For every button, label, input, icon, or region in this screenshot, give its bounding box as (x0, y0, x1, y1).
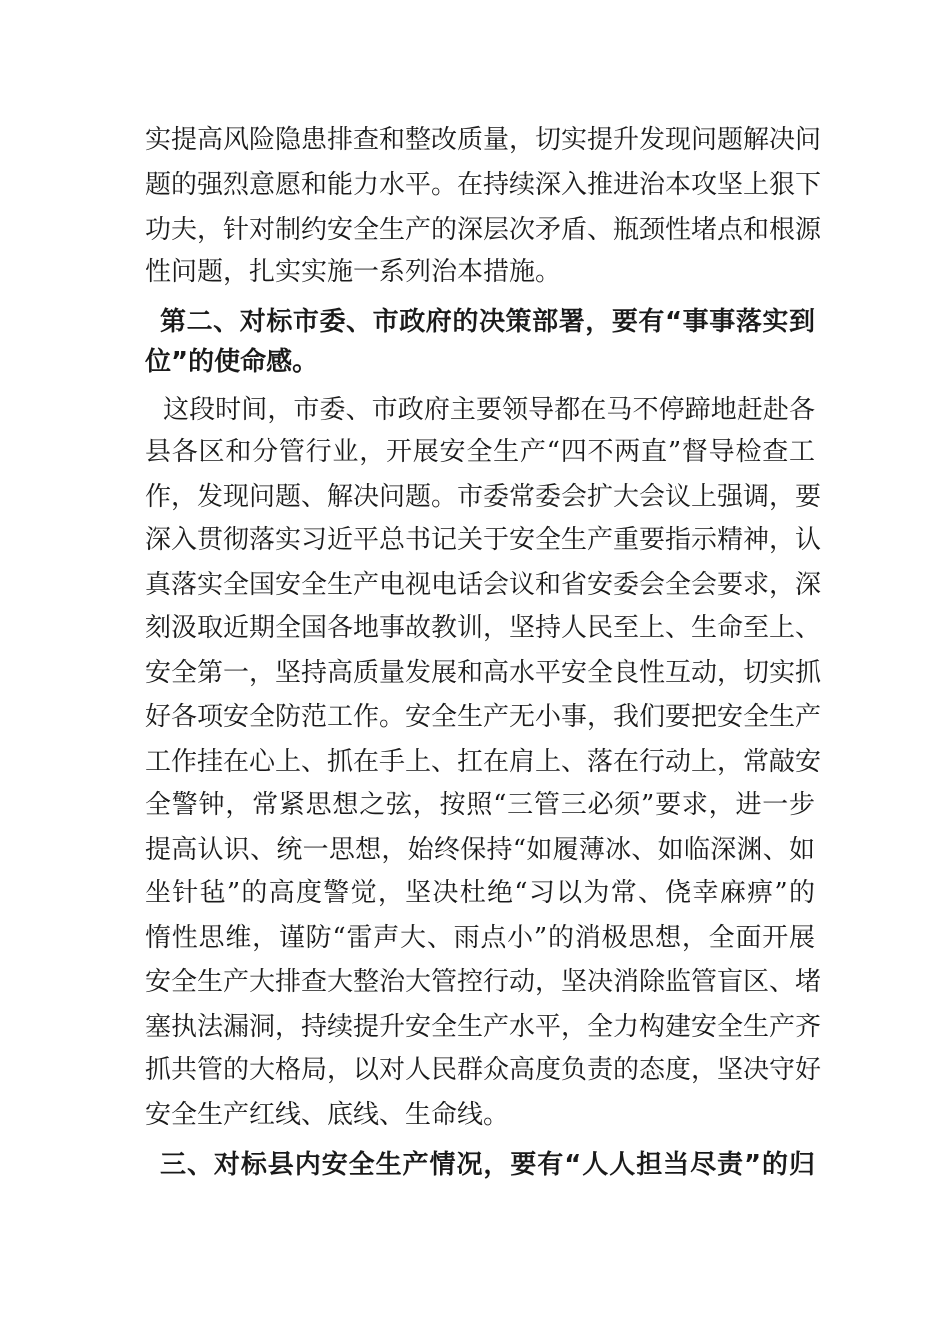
text-line: 实提高风险隐患排查和整改质量，切实提升发现问题解决问 (145, 125, 822, 155)
text-line: 安全第一，坚持高质量发展和高水平安全良性互动，切实抓 (145, 658, 822, 688)
text-line: 这段时间，市委、市政府主要领导都在马不停蹄地赶赴各 (163, 395, 815, 425)
text-line: 安全生产大排查大整治大管控行动，坚决消除监管盲区、堵 (145, 967, 822, 997)
text-line: 提高认识、统一思想，始终保持“如履薄冰、如临深渊、如 (145, 835, 815, 865)
text-line: 惰性思维，谨防“雷声大、雨点小”的消极思想，全面开展 (145, 923, 815, 953)
section-heading: 三、对标县内安全生产情况，要有“人人担当尽责”的归 (160, 1150, 815, 1180)
text-line: 全警钟，常紧思想之弦，按照“三管三必须”要求，进一步 (145, 790, 815, 820)
text-line: 工作挂在心上、抓在手上、扛在肩上、落在行动上，常敲安 (145, 747, 822, 777)
text-line: 安全生产红线、底线、生命线。 (145, 1100, 510, 1130)
text-line: 作，发现问题、解决问题。市委常委会扩大会议上强调，要 (145, 482, 822, 512)
text-line: 刻汲取近期全国各地事故教训，坚持人民至上、生命至上、 (145, 613, 822, 643)
text-line: 真落实全国安全生产电视电话会议和省安委会全会要求，深 (145, 570, 822, 600)
text-line: 深入贯彻落实习近平总书记关于安全生产重要指示精神，认 (145, 525, 822, 555)
section-heading: 位”的使命感。 (145, 347, 319, 377)
text-line: 性问题，扎实实施一系列治本措施。 (145, 257, 562, 287)
text-line: 题的强烈意愿和能力水平。在持续深入推进治本攻坚上狠下 (145, 170, 822, 200)
text-line: 好各项安全防范工作。安全生产无小事，我们要把安全生产 (145, 702, 822, 732)
text-line: 功夫，针对制约安全生产的深层次矛盾、瓶颈性堵点和根源 (145, 215, 822, 245)
section-heading: 第二、对标市委、市政府的决策部署，要有“事事落实到 (160, 307, 815, 337)
text-line: 县各区和分管行业，开展安全生产“四不两直”督导检查工 (145, 437, 815, 467)
text-line: 抓共管的大格局，以对人民群众高度负责的态度，坚决守好 (145, 1055, 822, 1085)
text-line: 坐针毡”的高度警觉，坚决杜绝“习以为常、侥幸麻痹”的 (145, 878, 815, 908)
text-line: 塞执法漏洞，持续提升安全生产水平，全力构建安全生产齐 (145, 1012, 822, 1042)
